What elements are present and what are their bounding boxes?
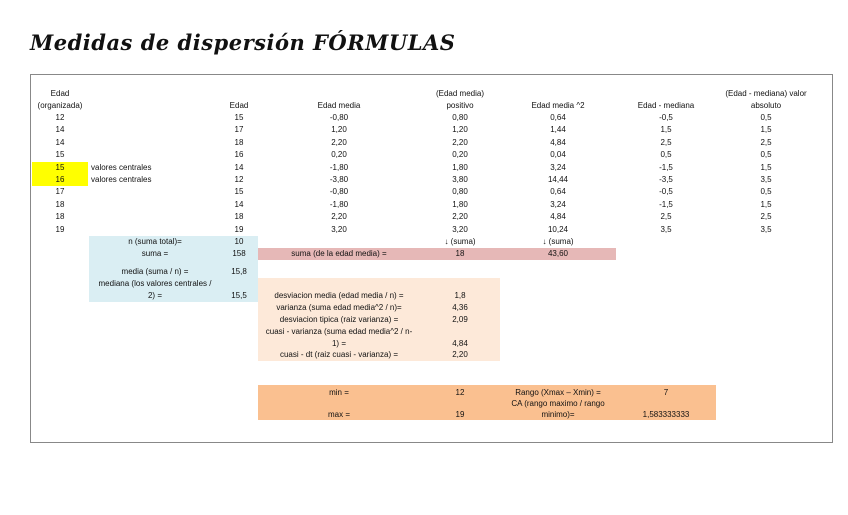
sheet-divider [30, 442, 832, 443]
page-title: Medidas de dispersión FÓRMULAS [30, 30, 456, 55]
suma-value: 158 [232, 249, 246, 258]
cuasi-varianza-label-2: 1) = [331, 339, 346, 348]
row-6-cell-f: 14,44 [547, 175, 569, 184]
media-label: media (suma / n) = [121, 267, 189, 276]
suma-edad-media-label: suma (de la edad media) = [291, 249, 387, 258]
row-8-cell-a: 18 [55, 199, 65, 209]
row-8-cell-g: -1,5 [659, 199, 673, 209]
mediana-label-1: mediana (los valores centrales / [98, 279, 212, 288]
header-edad: Edad [229, 101, 249, 110]
row-6-cell-c: 12 [234, 175, 244, 184]
rango-value: 7 [663, 388, 669, 397]
row-6-cell-g: -3,5 [659, 175, 673, 184]
row-4-cell-f: 0,04 [550, 150, 566, 160]
row-3-cell-d: 2,20 [331, 137, 347, 147]
sum-arrow-f: ↓ (suma) [542, 237, 574, 246]
row-5-cell-c: 14 [234, 162, 244, 172]
row-5-cell-f: 3,24 [550, 162, 566, 172]
row-5-cell-g: -1,5 [659, 162, 673, 172]
row-7-cell-d: -0,80 [329, 187, 349, 197]
row-3-cell-g: 2,5 [660, 137, 672, 147]
min-label: min = [329, 388, 349, 397]
suma-label: suma = [141, 249, 169, 258]
row-4-cell-c: 16 [234, 150, 244, 160]
row-8-cell-c: 14 [234, 199, 244, 209]
row-3-cell-c: 18 [234, 137, 244, 147]
suma-edad-media-e: 18 [455, 249, 465, 258]
row-1-cell-g: -0,5 [659, 113, 673, 122]
row-4-cell-e: 0,20 [452, 150, 468, 160]
row-6-cell-b: valores centrales [91, 175, 152, 184]
row-9-cell-g: 2,5 [660, 212, 672, 222]
varianza-value: 4,36 [452, 303, 468, 312]
row-6-cell-a: 16 [55, 175, 65, 184]
row-10-cell-a: 19 [55, 224, 65, 234]
row-6-cell-h: 3,5 [760, 175, 772, 184]
row-1-cell-e: 0,80 [452, 113, 468, 122]
row-7-cell-a: 17 [55, 187, 65, 197]
row-9-cell-a: 18 [55, 212, 65, 222]
row-3-cell-h: 2,5 [760, 137, 772, 147]
header-positivo-2: positivo [446, 101, 474, 110]
header-edad-organizada-2: (organizada) [37, 101, 83, 110]
row-6-cell-e: 3,80 [452, 175, 468, 184]
row-9-cell-h: 2,5 [760, 212, 772, 222]
header-positivo-1: (Edad media) [435, 89, 485, 98]
desviacion-tipica-label: desviacion tipica (raiz varianza) = [279, 315, 399, 324]
row-1-cell-c: 15 [234, 113, 244, 122]
row-10-cell-e: 3,20 [452, 224, 468, 234]
row-9-cell-c: 18 [234, 212, 244, 222]
row-5-cell-d: -1,80 [329, 162, 349, 172]
header-abs-2: absoluto [750, 101, 782, 110]
row-9-cell-d: 2,20 [331, 212, 347, 222]
row-8-cell-d: -1,80 [329, 199, 349, 209]
row-5-cell-h: 1,5 [760, 162, 772, 172]
ca-label-2: minimo)= [541, 410, 575, 419]
row-5-cell-a: 15 [55, 162, 65, 172]
row-2-cell-d: 1,20 [331, 125, 347, 135]
row-6-cell-d: -3,80 [329, 175, 349, 184]
n-label: n (suma total)= [128, 237, 182, 246]
row-4-cell-h: 0,5 [760, 150, 772, 160]
row-10-cell-h: 3,5 [760, 224, 772, 234]
cuasi-dt-label: cuasi - dt (raiz cuasi - varianza) = [279, 350, 399, 359]
row-2-cell-c: 17 [234, 125, 244, 135]
max-label: max = [327, 410, 350, 419]
row-7-cell-h: 0,5 [760, 187, 772, 197]
mediana-label-2: 2) = [147, 291, 162, 300]
cuasi-dt-value: 2,20 [452, 350, 468, 359]
row-7-cell-g: -0,5 [659, 187, 673, 197]
row-9-cell-f: 4,84 [550, 212, 566, 222]
row-1-cell-f: 0,64 [550, 113, 566, 122]
mediana-value: 15,5 [231, 291, 247, 300]
row-5-cell-e: 1,80 [452, 162, 468, 172]
media-value: 15,8 [231, 267, 247, 276]
row-2-cell-e: 1,20 [452, 125, 468, 135]
header-edad-mediana: Edad - mediana [637, 101, 695, 110]
suma-edad-media-f: 43,60 [547, 249, 569, 258]
header-edad-organizada-1: Edad [50, 89, 70, 98]
row-10-cell-d: 3,20 [331, 224, 347, 234]
cuasi-varianza-label-1: cuasi - varianza (suma edad media^2 / n- [265, 327, 413, 336]
header-edad-media: Edad media [317, 101, 361, 110]
row-8-cell-h: 1,5 [760, 199, 772, 209]
cuasi-varianza-value: 4,84 [452, 339, 468, 348]
ca-value: 1,583333333 [642, 410, 690, 419]
row-7-cell-f: 0,64 [550, 187, 566, 197]
row-4-cell-a: 15 [55, 150, 65, 160]
desviacion-tipica-value: 2,09 [452, 315, 468, 324]
row-3-cell-e: 2,20 [452, 137, 468, 147]
max-value: 19 [455, 410, 465, 419]
row-8-cell-e: 1,80 [452, 199, 468, 209]
min-value: 12 [455, 388, 465, 397]
row-7-cell-c: 15 [234, 187, 244, 197]
row-10-cell-c: 19 [234, 224, 244, 234]
sum-arrow-e: ↓ (suma) [444, 237, 476, 246]
rango-label: Rango (Xmax – Xmin) = [515, 388, 601, 397]
row-9-cell-e: 2,20 [452, 212, 468, 222]
n-value: 10 [234, 237, 244, 246]
row-4-cell-d: 0,20 [331, 150, 347, 160]
row-1-cell-h: 0,5 [760, 113, 772, 122]
ca-label-1: CA (rango maximo / rango [511, 399, 605, 408]
row-7-cell-e: 0,80 [452, 187, 468, 197]
row-2-cell-f: 1,44 [550, 125, 566, 135]
desviacion-media-label: desviacion media (edad media / n) = [274, 291, 404, 300]
row-2-cell-h: 1,5 [760, 125, 772, 135]
header-edad-media-sq: Edad media ^2 [531, 101, 585, 110]
row-3-cell-f: 4,84 [550, 137, 566, 147]
varianza-label: varianza (suma edad media^2 / n)= [276, 303, 402, 312]
row-5-cell-b: valores centrales [91, 162, 152, 172]
row-4-cell-g: 0,5 [660, 150, 672, 160]
desviacion-media-value: 1,8 [454, 291, 466, 300]
header-abs-1: (Edad - mediana) valor [725, 89, 807, 98]
row-3-cell-a: 14 [55, 137, 65, 147]
row-8-cell-f: 3,24 [550, 199, 566, 209]
row-1-cell-d: -0,80 [329, 113, 349, 122]
row-10-cell-f: 10,24 [547, 224, 569, 234]
row-2-cell-g: 1,5 [660, 125, 672, 135]
row-1-cell-a: 12 [55, 113, 65, 122]
row-10-cell-g: 3,5 [660, 224, 672, 234]
row-2-cell-a: 14 [55, 125, 65, 135]
